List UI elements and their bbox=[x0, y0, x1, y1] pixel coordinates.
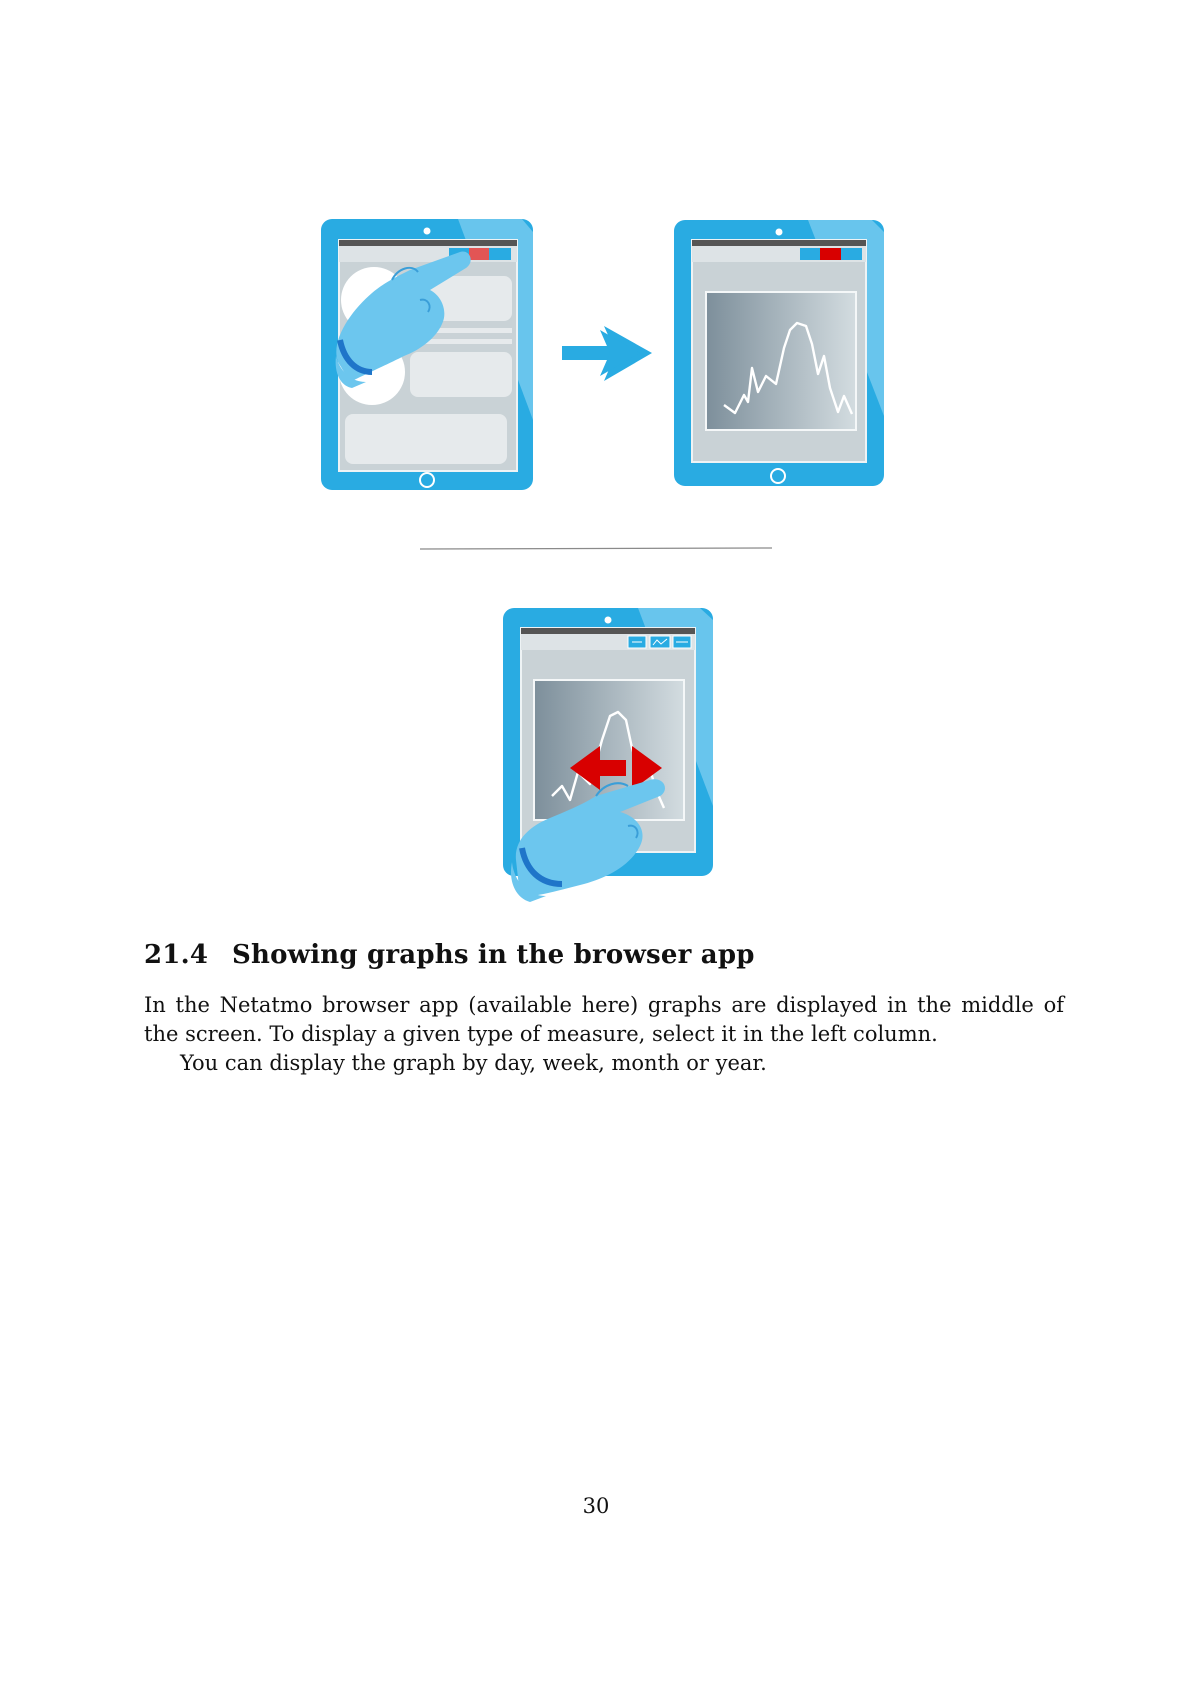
page-number: 30 bbox=[582, 1494, 610, 1518]
paragraph-intro: In the Netatmo browser app (available here) graphs are displayed in the middle of the screen. To display a given type of measure, select it in the left column. bbox=[144, 993, 1064, 1046]
camera-dot bbox=[424, 228, 431, 235]
tablet-graph-illustration bbox=[674, 220, 884, 486]
section-title: Showing graphs in the browser app bbox=[232, 940, 755, 970]
arrow-right-icon bbox=[562, 326, 652, 381]
camera-dot bbox=[776, 229, 783, 236]
tablet-zoom-illustration bbox=[503, 608, 713, 902]
section-heading bbox=[144, 940, 755, 970]
divider bbox=[420, 548, 772, 549]
camera-dot bbox=[605, 617, 612, 624]
section-number: 21.4 bbox=[144, 940, 209, 970]
tablet-tap-illustration bbox=[321, 219, 533, 490]
paragraph-period: You can display the graph by day, week, month or year. bbox=[180, 1051, 767, 1075]
graph-tab-icon bbox=[469, 248, 489, 260]
view-mode-icons bbox=[628, 636, 691, 648]
graph-tab-icon bbox=[820, 248, 841, 260]
